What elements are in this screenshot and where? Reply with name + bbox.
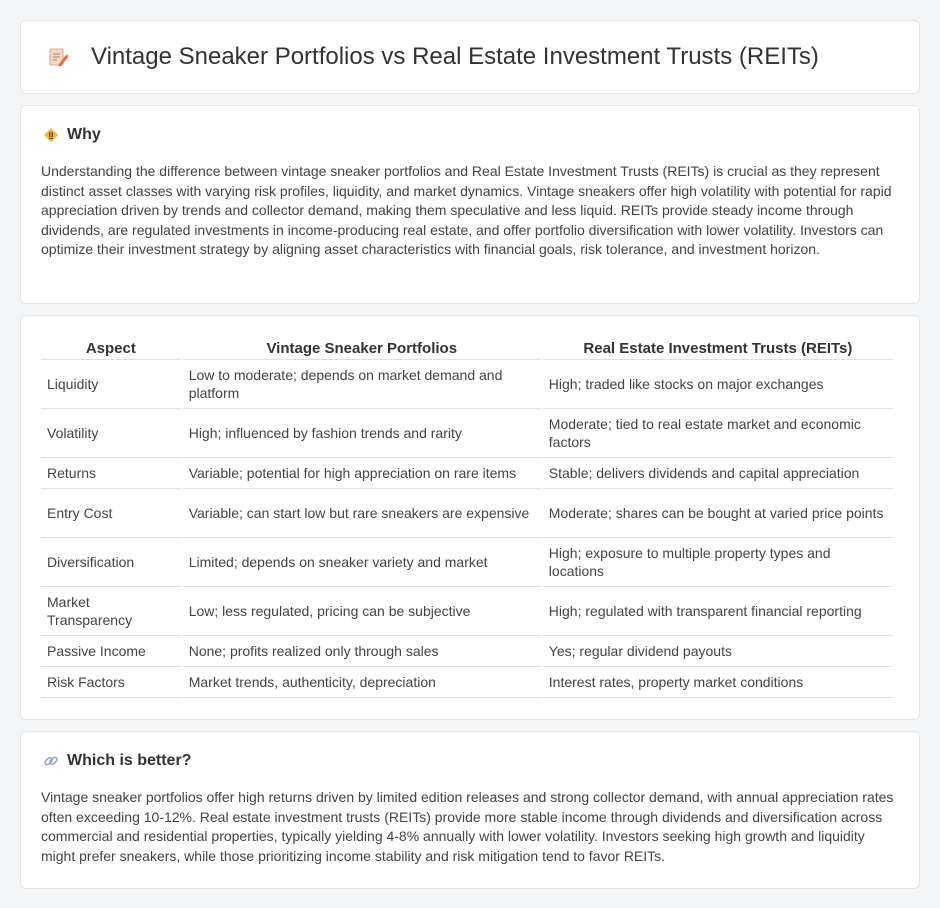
why-text: Understanding the difference between vintage sneaker portfolios and Real Estate Investment Trusts (REITs) is crucial as they represent distinct asset classes with varying risk profiles, liquidity, and market dynamics. Vintage sneakers offer high volatility with potential for rapid appreciation driven by trends and collector demand, making them speculative and less liquid. REITs provide steady income through dividends, are regulated investments in income-producing real estate, and offer portfolio diversification with lower volatility. Investors can optimize their investment strategy by aligning asset characteristics with financial goals, risk tolerance, and investment horizon. (41, 163, 892, 258)
cell-reits: High; regulated with transparent financial reporting (543, 587, 893, 636)
cell-sneakers: Variable; potential for high appreciation on rare items (183, 458, 541, 489)
cell-reits: Stable; delivers dividends and capital appreciation (543, 458, 893, 489)
cell-aspect: Passive Income (41, 636, 181, 667)
cell-sneakers: None; profits realized only through sales (183, 636, 541, 667)
cell-sneakers: Low to moderate; depends on market demand and platform (183, 360, 541, 409)
diamond-warning-icon (43, 127, 59, 143)
why-heading-row (41, 126, 899, 144)
cell-reits: Yes; regular dividend payouts (543, 636, 893, 667)
cell-reits: Moderate; shares can be bought at varied price points (543, 489, 893, 538)
header-sneakers: Vintage Sneaker Portfolios (183, 336, 541, 360)
table-row (41, 409, 893, 458)
comparison-section (20, 315, 920, 720)
cell-aspect: Diversification (41, 538, 181, 587)
cell-reits: Moderate; tied to real estate market and economic factors (543, 409, 893, 458)
cell-sneakers: Limited; depends on sneaker variety and market (183, 538, 541, 587)
comparison-table (39, 336, 895, 698)
why-section (20, 105, 920, 304)
link-icon (43, 753, 59, 769)
table-row (41, 538, 893, 587)
table-row (41, 667, 893, 698)
cell-aspect: Liquidity (41, 360, 181, 409)
better-heading: Which is better? (67, 752, 192, 769)
table-header-row (41, 336, 893, 360)
cell-sneakers: Low; less regulated, pricing can be subjective (183, 587, 541, 636)
table-row (41, 489, 893, 538)
table-row (41, 587, 893, 636)
cell-aspect: Entry Cost (41, 489, 181, 538)
table-row (41, 636, 893, 667)
page-title: Vintage Sneaker Portfolios vs Real Estate Investment Trusts (REITs) (91, 43, 819, 70)
cell-sneakers: Variable; can start low but rare sneakers are expensive (183, 489, 541, 538)
cell-aspect: Market Transparency (41, 587, 181, 636)
better-text: Vintage sneaker portfolios offer high returns driven by limited edition releases and strong collector demand, with annual appreciation rates often exceeding 10-12%. Real estate investment trusts (REITs) provide more stable income through dividends and diversification across commercial and residential properties, typically yielding 4-8% annually with lower volatility. Investors seeking high growth and liquidity might prefer sneakers, while those prioritizing income stability and risk mitigation tend to favor REITs. (41, 789, 894, 864)
table-row (41, 360, 893, 409)
cell-sneakers: Market trends, authenticity, depreciation (183, 667, 541, 698)
cell-reits: High; traded like stocks on major exchanges (543, 360, 893, 409)
better-heading-row (41, 752, 899, 770)
table-row (41, 458, 893, 489)
title-card (20, 20, 920, 94)
cell-sneakers: High; influenced by fashion trends and rarity (183, 409, 541, 458)
why-heading: Why (67, 126, 101, 143)
cell-aspect: Volatility (41, 409, 181, 458)
header-reits: Real Estate Investment Trusts (REITs) (543, 336, 893, 360)
which-better-section (20, 731, 920, 889)
cell-reits: Interest rates, property market conditions (543, 667, 893, 698)
cell-aspect: Risk Factors (41, 667, 181, 698)
cell-reits: High; exposure to multiple property types and locations (543, 538, 893, 587)
notepad-pencil-icon (47, 46, 69, 68)
header-aspect: Aspect (41, 336, 181, 360)
cell-aspect: Returns (41, 458, 181, 489)
